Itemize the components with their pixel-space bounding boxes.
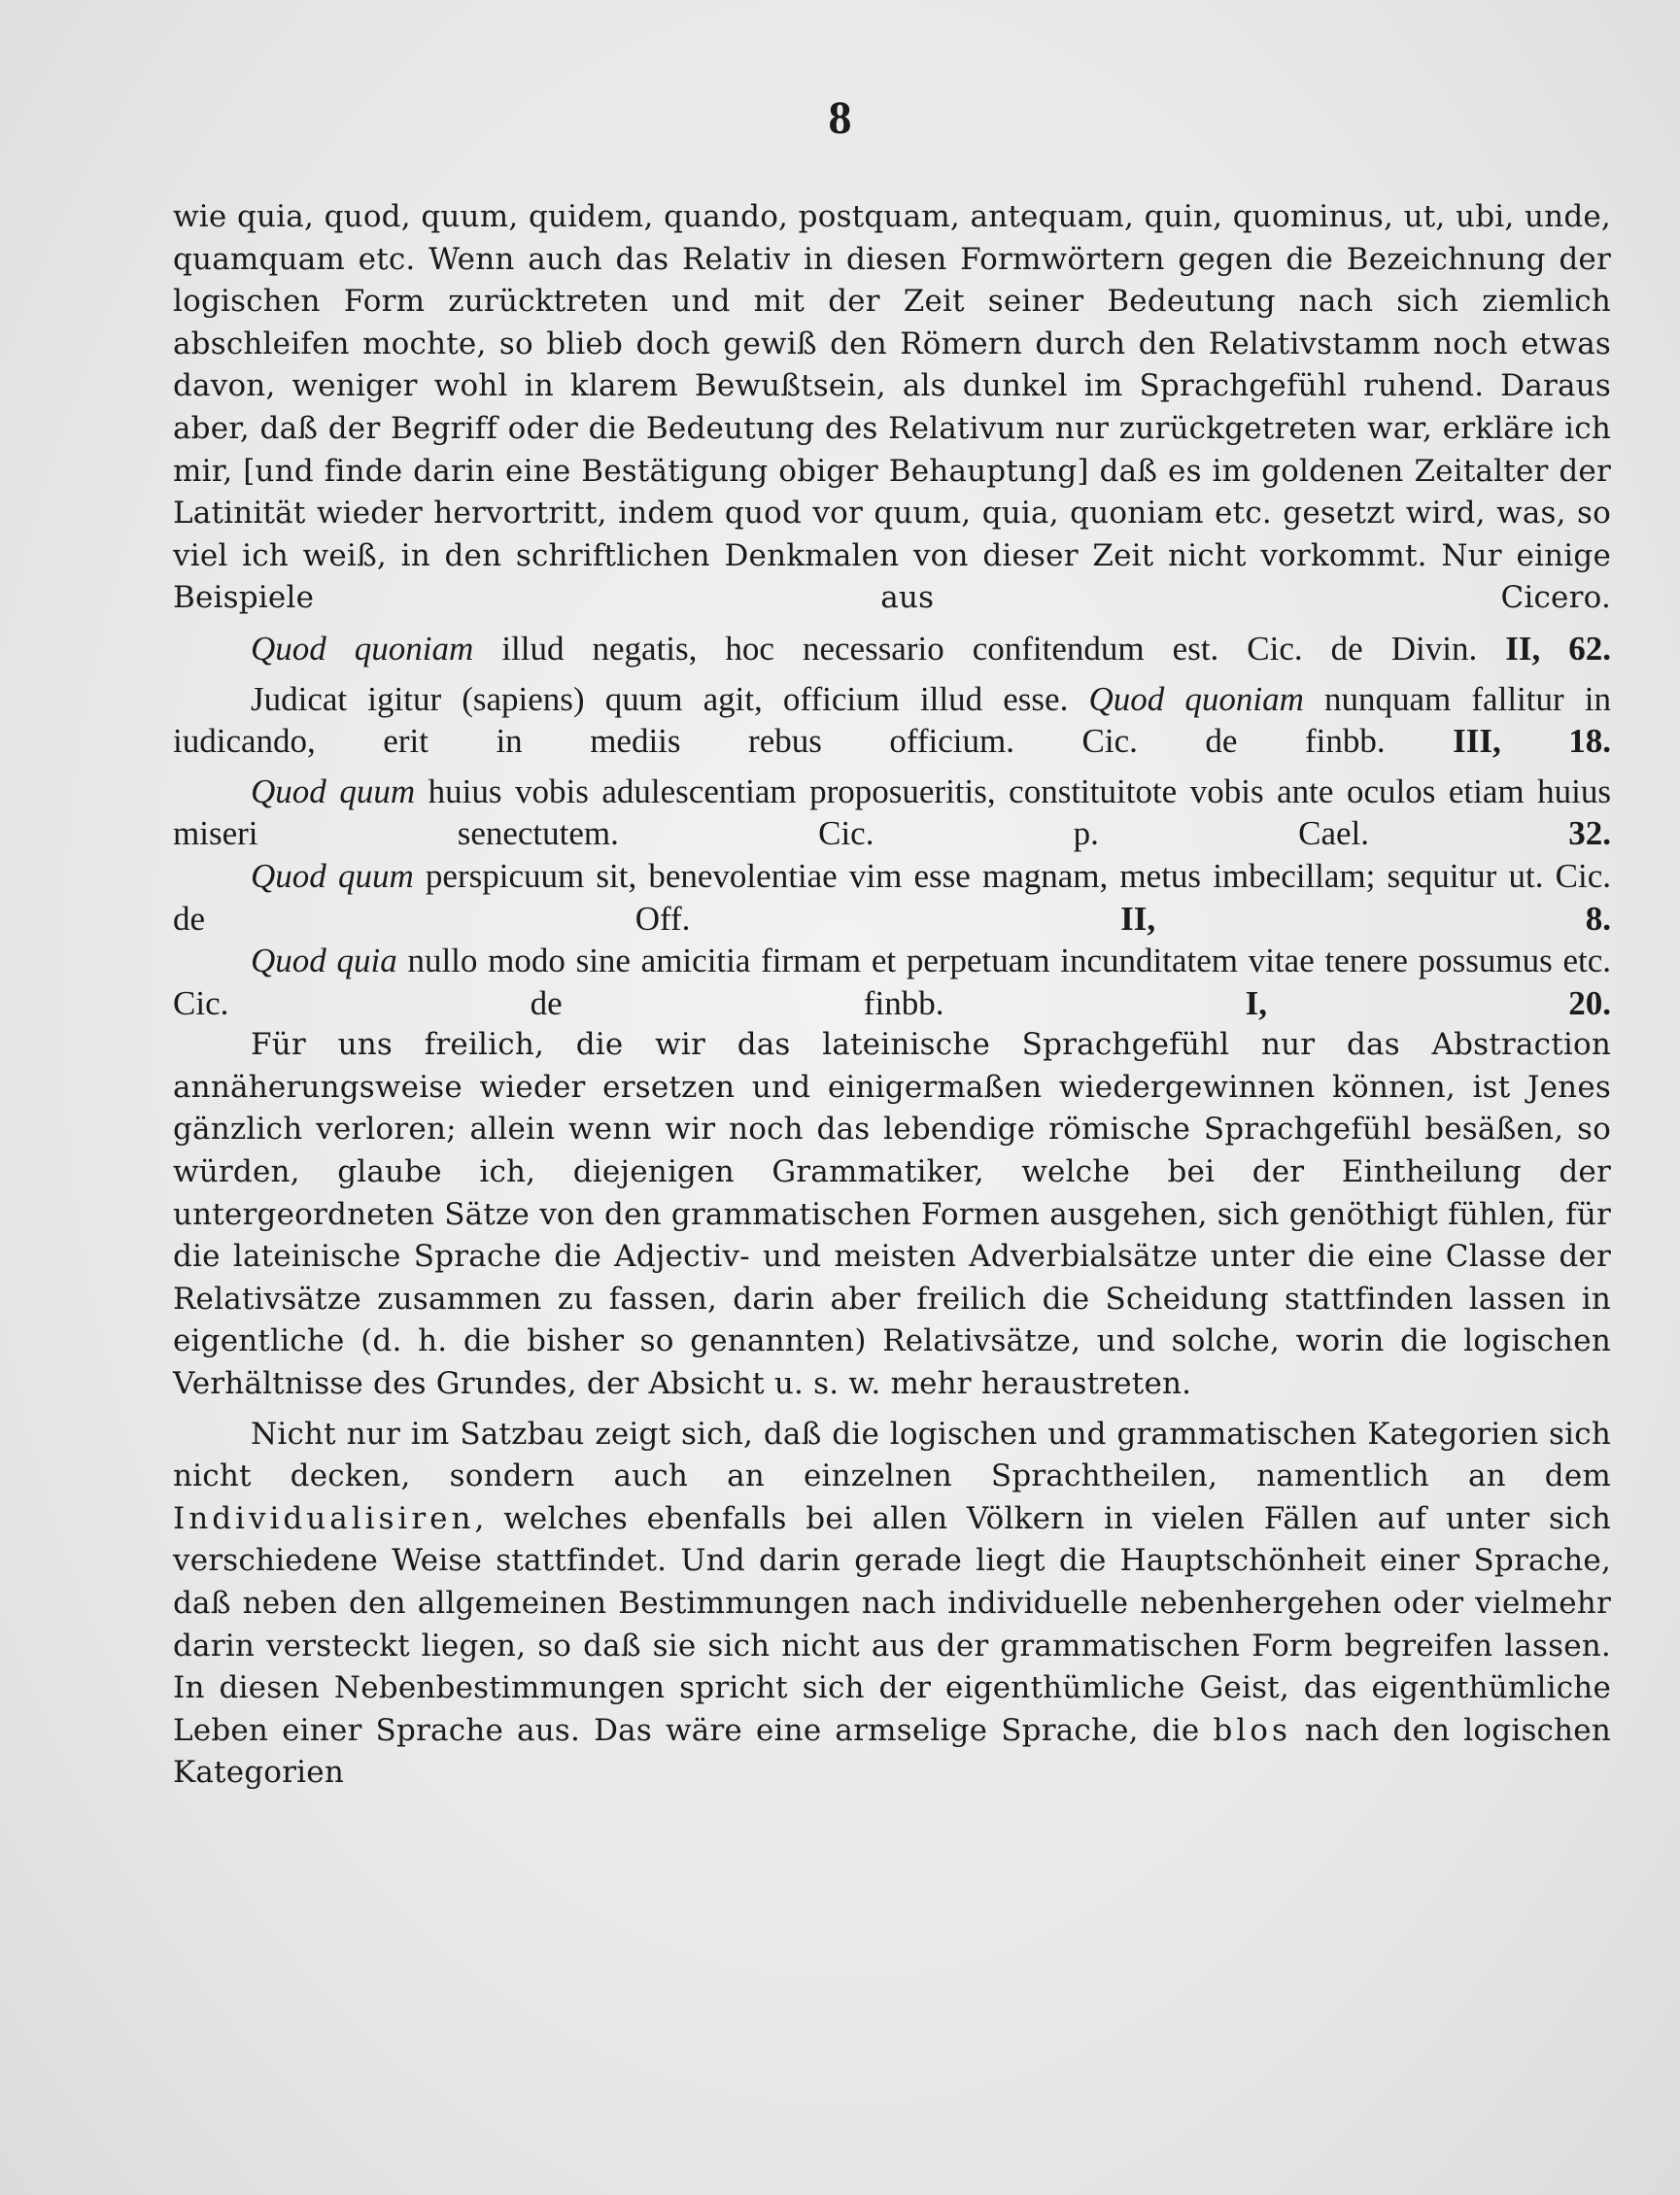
body-text: [173, 196, 1611, 1795]
quote-text: nunquam fallitur in iudicando, erit in mediis rebus officium. Cic. de finbb.: [173, 679, 1611, 761]
paragraph-text: Nicht nur im Satzbau zeigt sich, daß die logischen und grammatischen Kategorien sich nicht decken, sondern auch an einzelnen Sprachtheilen, namentlich an dem: [173, 1416, 1611, 1494]
paragraph-roman-feeling: Für uns freilich, die wir das lateinische Sprachgefühl nur das Abstraction annäherungsweise wieder ersetzen und einigermaßen wiedergewinnen können, ist Jenes gänzlich verloren; allein wenn wir noch das lebendige römische Sprachgefühl besäßen, so würden, glaube ich, diejenigen Grammatiker, welche bei der Eintheilung der untergeordneten Sätze von den grammatischen Formen ausgehen, sich genöthigt fühlen, für die lateinische Sprache die Adjectiv- und meisten Adverbialsätze unter die eine Classe der Relativsätze zusammen zu fassen, darin aber freilich die Scheidung stattfinden lassen in eigentliche (d. h. die bisher so genannten) Relativsätze, und solche, worin die logischen Verhältnisse des Grundes, der Absicht u. s. w. mehr heraustreten.: [173, 1027, 1611, 1402]
paragraph-individualising: [173, 1414, 1611, 1795]
spaced-term: blos: [1213, 1712, 1291, 1748]
quote-pre: Judicat igitur (sapiens) quum agit, officium illud esse.: [251, 679, 1089, 718]
paragraph-text: , welches ebenfalls bei allen Völkern in vielen Fällen auf unter sich verschiedene Weise stattfindet. Und darin gerade liegt die Hauptschönheit einer Sprache, daß neben den allgemeinen Bestimmungen nach individuelle nebenhergehen oder vielmehr darin versteckt liegen, so daß sie sich nicht aus der grammatischen Form begreifen lassen. In diesen Nebenbestimmungen spricht sich der eigenthümliche Geist, das eigenthümliche Leben einer Sprache aus. Das wäre eine armselige Sprache, die: [173, 1500, 1611, 1748]
quote-text: perspicuum sit, benevolentiae vim esse magnam, metus imbecillam; sequitur ut. Cic. de Off.: [173, 856, 1611, 938]
quote-text: nullo modo sine amicitia firmam et perpetuam incunditatem vitae tenere possumus etc. Cic. de finbb.: [173, 942, 1612, 1022]
quote-lead: Quod quum: [251, 772, 416, 810]
quote-ref: II, 8.: [1120, 899, 1611, 938]
quote-finbb-i: [173, 940, 1611, 1024]
quote-divin: [173, 628, 1611, 670]
page-number: 8: [828, 92, 852, 144]
spaced-term: Individualisiren: [173, 1500, 475, 1536]
paragraph-relative-conjunctions: wie quia, quod, quum, quidem, quando, postquam, antequam, quin, quominus, ut, ubi, unde, quamquam etc. Wenn auch das Relativ in diesen Formwörtern gegen die Bezeichnung der logischen Form zurücktreten und mit der Zeit seiner Bedeutung nach sich ziemlich abschleifen mochte, so blieb doch gewiß den Römern durch den Relativstamm noch etwas davon, weniger wohl in klarem Bewußtsein, als dunkel im Sprachgefühl ruhend. Daraus aber, daß der Begriff oder die Bedeutung des Relativum nur zurückgetreten war, erkläre ich mir, [und finde darin eine Bestätigung obiger Behauptung] daß es im goldenen Zeitalter der Latinität wieder hervortritt, indem quod vor quum, quia, quoniam etc. gesetzt wird, was, so viel ich weiß, in den schriftlichen Denkmalen von dieser Zeit nicht vorkommt. Nur einige Beispiele aus Cicero.: [173, 199, 1611, 616]
quote-off: [173, 855, 1611, 940]
quote-text: huius vobis adulescentiam proposueritis, constituitote vobis ante oculos etiam huius miseri senectutem. Cic. p. Cael.: [173, 772, 1611, 853]
quote-lead: Quod quia: [251, 942, 397, 980]
quote-lead: Quod quoniam: [251, 629, 474, 668]
quote-finbb-iii: [173, 678, 1611, 763]
quote-lead: Quod quum: [251, 856, 414, 895]
quote-ref: I, 20.: [1245, 983, 1611, 1022]
quote-ref: III, 18.: [1453, 722, 1611, 761]
quote-cael: [173, 771, 1611, 855]
quote-text: illud negatis, hoc necessario confitendum est. Cic. de Divin.: [473, 629, 1506, 668]
quote-lead: Quod quoniam: [1088, 679, 1304, 718]
quote-ref: 32.: [1568, 814, 1611, 853]
quote-ref: II, 62.: [1505, 629, 1611, 668]
paragraph-text: nach den logischen Kategorien: [173, 1712, 1611, 1791]
